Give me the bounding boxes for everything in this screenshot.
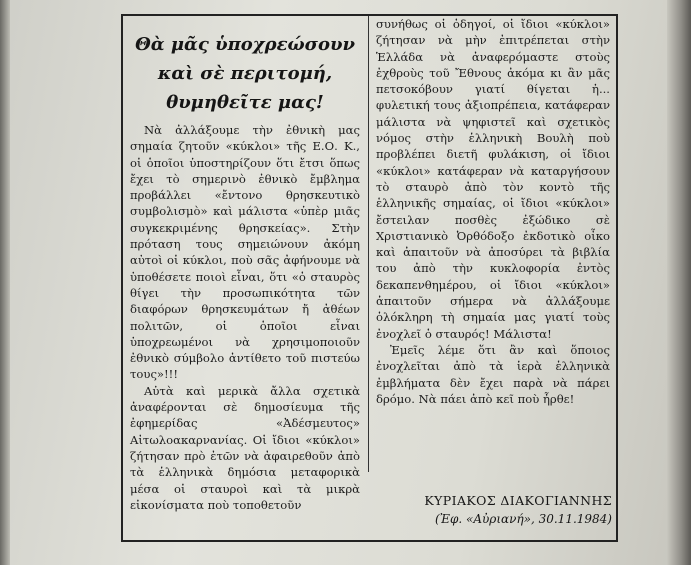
right-paragraph-2: Ἐμεῖς λέμε ὅτι ἂν καὶ ὅποιος ἐνοχλεῖται ἀπὸ τὰ ἱερὰ ἑλληνικὰ ἐμβλήματα δὲν ἔχει παρὰ νὰ πάρει δρόμο. Νὰ πάει ἀπὸ κεῖ ποὺ ἦρθε!: [376, 342, 610, 406]
headline-line-2: καὶ σὲ περιτομή,: [157, 63, 333, 84]
publication-source: (Ἐφ. «Αὐριανή», 30.11.1984): [435, 512, 612, 526]
page-shadow-left: [0, 0, 10, 565]
article-headline: [130, 30, 360, 117]
article-column-right: [376, 16, 610, 407]
page-shadow-right: [667, 0, 691, 565]
left-paragraph-1: Νὰ ἀλλάξουμε τὴν ἐθνικὴ μας σημαία ζητοῦν «κύκλοι» τῆς Ε.Ο. Κ., οἱ ὁποῖοι ὑποστηρίζουν ὅτι ἔτσι ὅπως ἔχει τὸ σημερινὸ ἐθνικὸ ἔμβλημα προβάλλει «ἔντονο θρησκευτικὸ συμβολισμὸ» καὶ μάλιστα «ὑπὲρ μιᾶς συγκεκριμένης θρησκείας». Στὴν πρόταση τους σημειώνουν ἀκόμη αὐτοὶ οἱ κύκλοι, ποὺ σᾶς ἀφήνουμε νὰ ὑποθέσετε ποιοὶ εἶναι, ὅτι «ὁ σταυρὸς θίγει τὴν προσωπικότητα τῶν διαφόρων θρησκευμάτων ἤ ἀθέων πολιτῶν, οἱ ὁποῖοι εἶναι ὑποχρεωμένοι νὰ χρησιμοποιοῦν ἐθνικὸ σύμβολο ἀντίθετο τοῦ πιστεύω τους»!!!: [130, 123, 360, 382]
article-column-left: [130, 122, 360, 513]
column-divider: [368, 16, 369, 472]
article-signature: [376, 492, 612, 528]
right-paragraph-1: συνήθως οἱ ὁδηγοί, οἱ ἴδιοι «κύκλοι» ζήτησαν νὰ μὴν ἐπιτρέπεται στὴν Ἑλλάδα νὰ ἀναφερόμαστε στοὺς ἐχθροὺς τοῦ Ἔθνους ἀκόμα κι ἂν μᾶς πετσοκόβουν γιατί θίγεται ἡ... φυλετική τους ἀξιοπρέπεια, κατάφεραν μάλιστα νὰ ψηφιστεῖ καὶ σχετικὸς νόμος στὴν ἑλληνικὴ Βουλὴ ποὺ προβλέπει διετῆ φυλάκιση, οἱ ἴδιοι «κύκλοι» κατάφεραν νὰ καταργήσουν τὸ σταυρὸ ἀπὸ τὸν κοντὸ τῆς ἑλληνικῆς σημαίας, οἱ ἴδιοι «κύκλοι» ἔστειλαν ποσθὲς ἐξώδικο σὲ Χριστιανικὸ Ὀρθόδοξο ἐκδοτικὸ οἶκο καὶ ἀπαιτοῦν νὰ ἀποσύρει τὰ βιβλία του ἀπὸ τὴν κυκλοφορία ἐντὸς δεκαπενθημέρου, οἱ ἴδιοι «κύκλοι» ἀπαιτοῦν σήμερα νὰ ἀλλάξουμε ὁλόκληρη τὴ σημαία μας γιατί τοὺς ἐνοχλεῖ ὁ σταυρός! Μάλιστα!: [376, 17, 610, 341]
left-paragraph-2: Αὐτὰ καὶ μερικὰ ἄλλα σχετικὰ ἀναφέρονται σὲ δημοσίευμα τῆς ἐφημερίδας «Ἀδέσμευτος» Αἰτωλοακαρνανίας. Οἱ ἴδιοι «κύκλοι» ζήτησαν πρὸ ἐτῶν νὰ ἀφαιρεθοῦν ἀπὸ τὰ ἑλληνικὰ δημόσια μεταφορικὰ μέσα οἱ σταυροὶ καὶ τὰ μικρὰ εἰκονίσματα ποὺ τοποθετοῦν: [130, 383, 360, 512]
headline-line-3: θυμηθεῖτε μας!: [166, 92, 324, 113]
author-name: ΚΥΡΙΑΚΟΣ ΔΙΑΚΟΓΙΑΝΝΗΣ: [424, 493, 612, 508]
headline-line-1: Θὰ μᾶς ὑποχρεώσουν: [135, 34, 355, 55]
